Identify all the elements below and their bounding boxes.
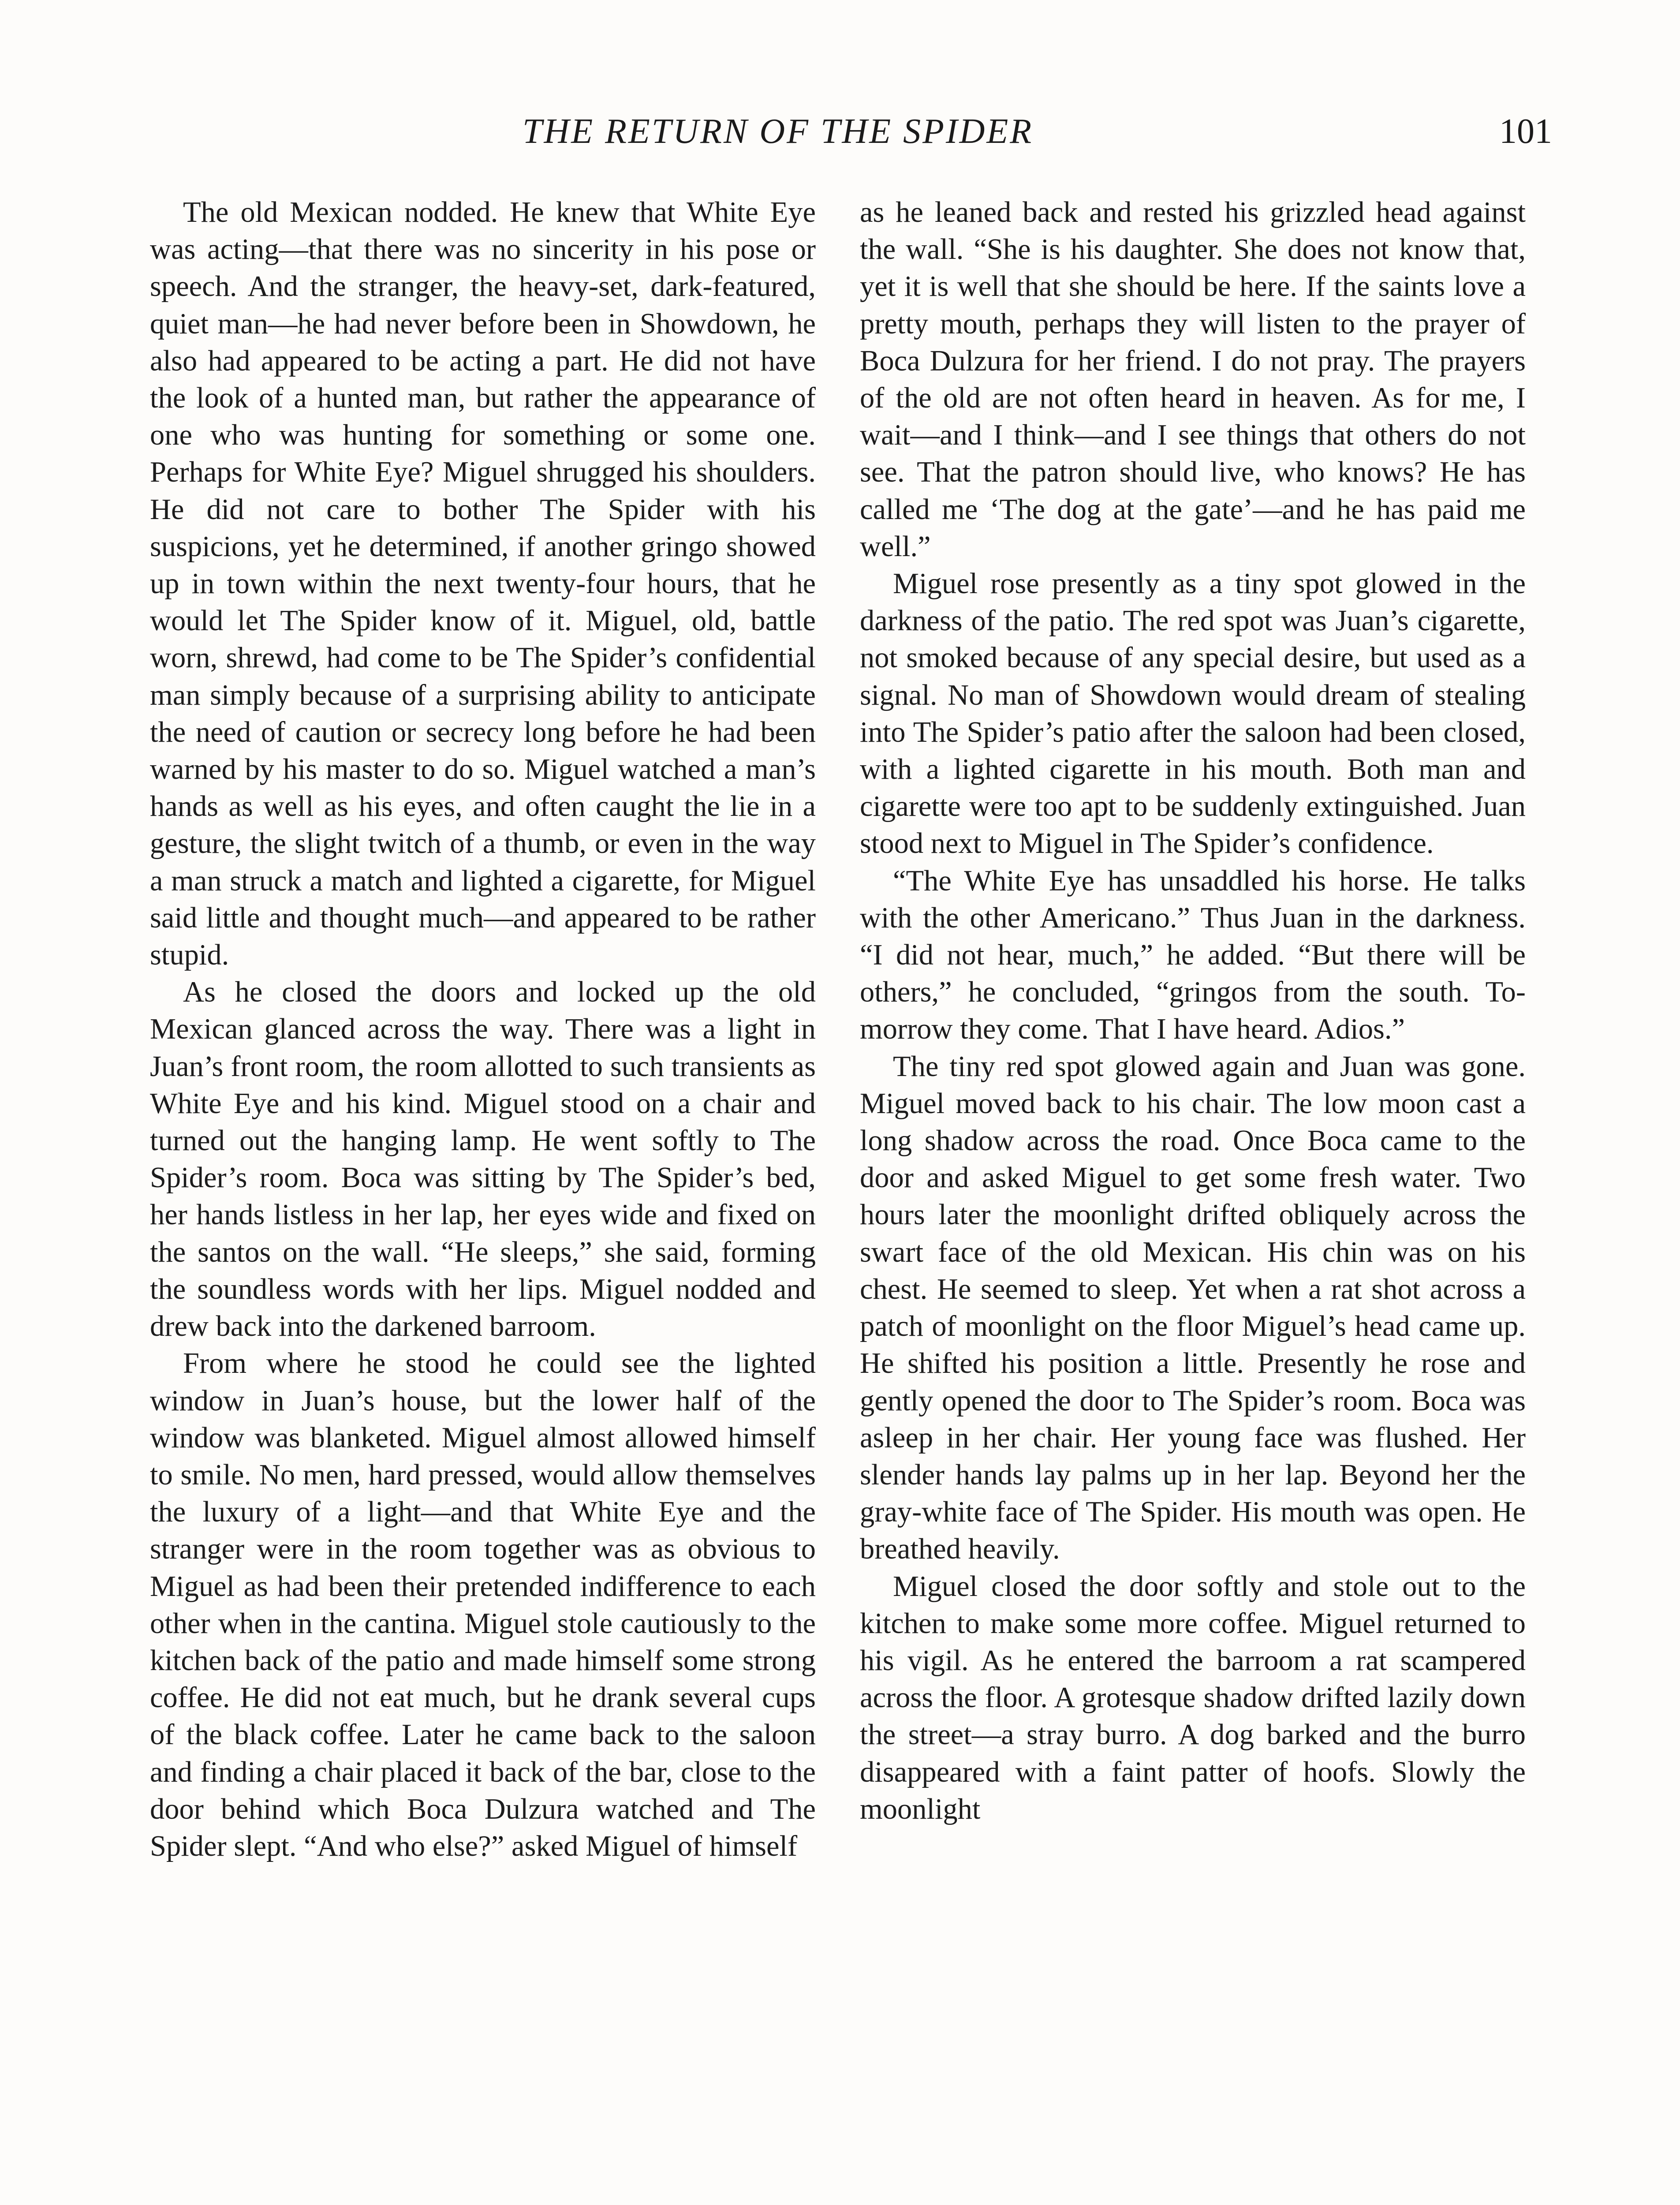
paragraph-continuation: as he leaned back and rested his grizzled head against the wall. “She is his daughter. She does not know that, yet it is well that she should be here. If the saints love a pretty mouth, perhaps they will listen to the prayer of Boca Dulzura for her friend. I do not pray. The prayers of the old are not often heard in heaven. As for me, I wait—and I think—and I see things that others do not see. That the patron should live, who knows? He has called me ‘The dog at the gate’—and he has paid me well.” <box>860 196 1526 563</box>
paragraph: The old Mexican nodded. He knew that White Eye was acting—that there was no sincerity in his pose or speech. And the stranger, the heavy-set, dark-featured, quiet man—he had never before been in Showdown, he also had appeared to be acting a part. He did not have the look of a hunted man, but rather the appearance of one who was hunting for something or some one. Perhaps for White Eye? Miguel shrugged his shoulders. He did not care to bother The Spider with his suspicions, yet he determined, if another gringo showed up in town within the next twenty-four hours, that he would let The Spider know of it. Miguel, old, battle worn, shrewd, had come to be The Spider’s confidential man simply because of a surprising ability to anticipate the need of caution or secrecy long before he had been warned by his master to do so. Miguel watched a man’s hands as well as his eyes, and often caught the lie in a gesture, the slight twitch of a thumb, or even in the way a man struck a match and lighted a cigarette, for Miguel said little and thought much—and appeared to be rather stupid. <box>150 196 816 972</box>
right-column <box>860 194 1526 1828</box>
paragraph: From where he stood he could see the lighted window in Juan’s house, but the lower half of the window was blanketed. Miguel almost allowed himself to smile. No men, hard pressed, would allow themselves the luxury of a light—and that White Eye and the stranger were in the room together was as obvious to Miguel as had been their pretended indifference to each other when in the cantina. Miguel stole cautiously to the kitchen back of the patio and made himself some strong coffee. He did not eat much, but he drank several cups of the black coffee. Later he came back to the saloon and finding a chair placed it back of the bar, close to the door behind which Boca Dulzura watched and The Spider slept. “And who else?” asked Miguel of himself <box>150 1347 816 1862</box>
paragraph: “The White Eye has unsaddled his horse. He talks with the other Americano.” Thus Juan in the darkness. “I did not hear, much,” he added. “But there will be others,” he concluded, “gringos from the south. To-morrow they come. That I have heard. Adios.” <box>860 864 1526 1046</box>
running-title: THE RETURN OF THE SPIDER <box>523 112 1034 151</box>
paragraph: As he closed the doors and locked up the old Mexican glanced across the way. There was a light in Juan’s front room, the room allotted to such transients as White Eye and his kind. Miguel stood on a chair and turned out the hanging lamp. He went softly to The Spider’s room. Boca was sitting by The Spider’s bed, her hands listless in her lap, her eyes wide and fixed on the santos on the wall. “He sleeps,” she said, forming the soundless words with her lips. Miguel nodded and drew back into the darkened barroom. <box>150 976 816 1343</box>
paragraph: The tiny red spot glowed again and Juan was gone. Miguel moved back to his chair. The low moon cast a long shadow across the road. Once Boca came to the door and asked Miguel to get some fresh water. Two hours later the moonlight drifted obliquely across the swart face of the old Mexican. His chin was on his chest. He seemed to sleep. Yet when a rat shot across a patch of moonlight on the floor Miguel’s head came up. He shifted his position a little. Presently he rose and gently opened the door to The Spider’s room. Boca was asleep in her chair. Her young face was flushed. Her slender hands lay palms up in her lap. Beyond her the gray-white face of The Spider. His mouth was open. He breathed heavily. <box>860 1050 1526 1566</box>
page-number: 101 <box>1499 112 1552 151</box>
paragraph: Miguel closed the door softly and stole out to the kitchen to make some more coffee. Miguel returned to his vigil. As he entered the barroom a rat scampered across the floor. A grotesque shadow drifted lazily down the street—a stray burro. A dog barked and the burro disappeared with a faint patter of hoofs. Slowly the moonlight <box>860 1570 1526 1825</box>
left-column <box>150 194 816 1865</box>
paragraph: Miguel rose presently as a tiny spot glowed in the darkness of the patio. The red spot was Juan’s cigarette, not smoked because of any special desire, but used as a signal. No man of Showdown would dream of stealing into The Spider’s patio after the saloon had been closed, with a lighted cigarette in his mouth. Both man and cigarette were too apt to be suddenly extinguished. Juan stood next to Miguel in The Spider’s confidence. <box>860 568 1526 860</box>
